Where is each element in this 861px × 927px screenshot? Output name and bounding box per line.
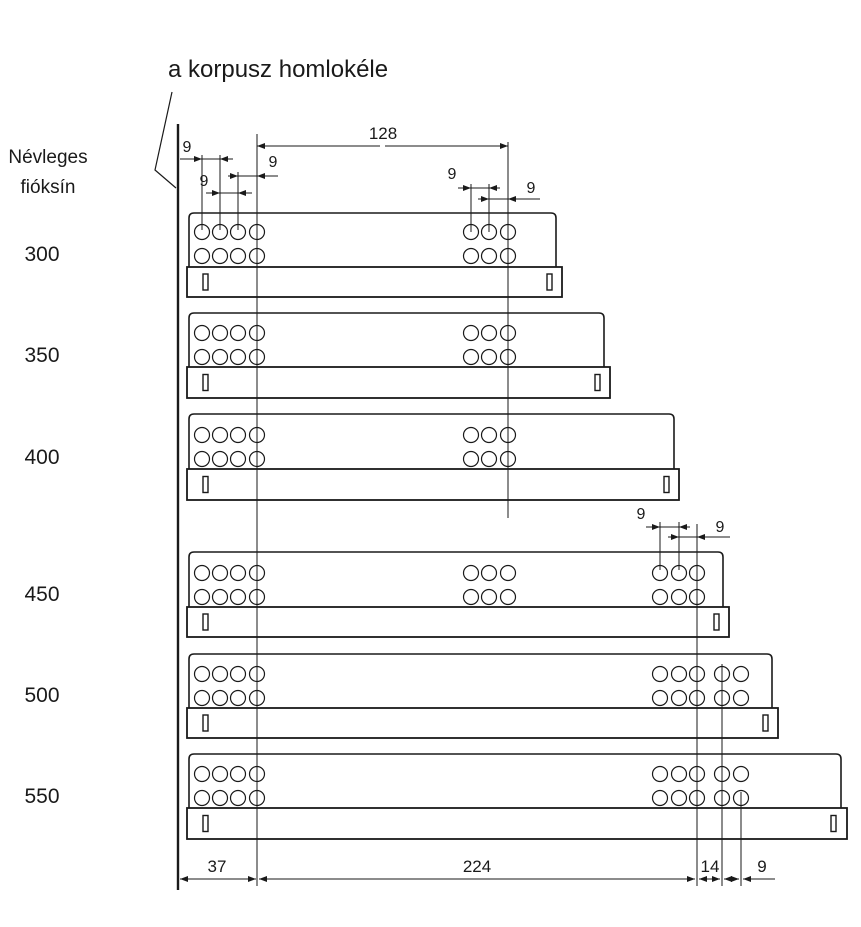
mounting-hole xyxy=(195,428,210,443)
mounting-hole xyxy=(231,566,246,581)
mounting-hole xyxy=(195,590,210,605)
mounting-hole xyxy=(653,791,668,806)
rail-slot-right xyxy=(714,614,719,630)
dim-right-9a: 9 xyxy=(636,506,646,523)
mounting-hole xyxy=(213,767,228,782)
mounting-hole xyxy=(672,691,687,706)
mounting-hole xyxy=(213,566,228,581)
mounting-hole xyxy=(195,767,210,782)
rail-slot-right xyxy=(547,274,552,290)
mounting-hole xyxy=(734,767,749,782)
mounting-hole xyxy=(672,767,687,782)
slide-300 xyxy=(187,213,562,297)
mounting-hole xyxy=(653,691,668,706)
mounting-hole xyxy=(231,249,246,264)
mounting-hole xyxy=(231,590,246,605)
mounting-hole xyxy=(195,452,210,467)
mounting-hole xyxy=(195,791,210,806)
mounting-hole xyxy=(653,590,668,605)
size-label-450: 450 xyxy=(24,583,60,606)
mounting-hole xyxy=(231,326,246,341)
slide-450 xyxy=(187,552,729,637)
mounting-hole xyxy=(501,566,516,581)
mounting-hole xyxy=(464,428,479,443)
mounting-hole xyxy=(195,249,210,264)
size-label-300: 300 xyxy=(24,243,60,266)
title-leader xyxy=(155,92,176,188)
mounting-hole xyxy=(482,566,497,581)
dim-mid-9a: 9 xyxy=(447,166,457,183)
dim-224-label: 224 xyxy=(462,857,492,876)
slide-rail xyxy=(187,367,610,398)
mounting-hole xyxy=(213,428,228,443)
mounting-hole xyxy=(482,249,497,264)
mounting-hole xyxy=(653,767,668,782)
mounting-hole xyxy=(482,452,497,467)
mounting-hole xyxy=(501,590,516,605)
middle-dimensions xyxy=(448,166,540,232)
mounting-hole xyxy=(213,350,228,365)
legend-line2: fióksín xyxy=(20,177,76,198)
legend-line1: Névleges xyxy=(8,147,88,168)
rail-slot-left xyxy=(203,715,208,731)
right-dimensions xyxy=(637,506,730,570)
mounting-hole xyxy=(213,326,228,341)
mounting-hole xyxy=(482,428,497,443)
slide-rail xyxy=(187,267,562,297)
mounting-hole xyxy=(672,590,687,605)
mounting-hole xyxy=(231,452,246,467)
rail-slot-left xyxy=(203,816,208,832)
mounting-hole xyxy=(482,590,497,605)
mounting-hole xyxy=(464,326,479,341)
dim-9-label: 9 xyxy=(757,857,767,876)
slide-body xyxy=(189,654,772,708)
slide-rail xyxy=(187,808,847,839)
mounting-hole xyxy=(464,452,479,467)
rail-slot-right xyxy=(664,477,669,493)
mounting-hole xyxy=(231,791,246,806)
mounting-hole xyxy=(464,249,479,264)
mounting-hole xyxy=(734,667,749,682)
mounting-hole xyxy=(231,350,246,365)
mounting-hole xyxy=(195,350,210,365)
slide-400 xyxy=(187,414,679,500)
top-left-dimensions xyxy=(180,139,278,230)
mounting-hole xyxy=(482,326,497,341)
rail-slot-left xyxy=(203,375,208,391)
mounting-hole xyxy=(672,791,687,806)
slide-body xyxy=(189,552,723,607)
mounting-hole xyxy=(195,566,210,581)
mounting-hole xyxy=(213,249,228,264)
dim-right-9b: 9 xyxy=(715,519,725,536)
title-label: a korpusz homlokéle xyxy=(168,56,389,83)
slide-rail xyxy=(187,708,778,738)
size-label-500: 500 xyxy=(24,684,60,707)
dim-128 xyxy=(257,124,508,146)
dim-37-label: 37 xyxy=(207,857,227,876)
mounting-hole xyxy=(231,691,246,706)
mounting-hole xyxy=(734,691,749,706)
slide-body xyxy=(189,313,604,367)
size-label-400: 400 xyxy=(24,446,60,469)
rail-slot-right xyxy=(831,816,836,832)
mounting-hole xyxy=(231,667,246,682)
mounting-hole xyxy=(672,667,687,682)
rail-slot-left xyxy=(203,477,208,493)
bottom-dimensions xyxy=(180,857,775,879)
size-label-550: 550 xyxy=(24,785,60,808)
slide-350 xyxy=(187,313,610,398)
mounting-hole xyxy=(195,667,210,682)
rail-slot-right xyxy=(595,375,600,391)
mounting-hole xyxy=(213,691,228,706)
dim-top-9c: 9 xyxy=(268,154,278,171)
mounting-hole xyxy=(464,590,479,605)
mounting-hole xyxy=(231,428,246,443)
mounting-hole xyxy=(213,452,228,467)
mounting-hole xyxy=(231,767,246,782)
slide-rail xyxy=(187,469,679,500)
mounting-holes xyxy=(195,225,749,806)
rail-slot-left xyxy=(203,274,208,290)
dim-14-label: 14 xyxy=(700,857,720,876)
dim-top-9b: 9 xyxy=(199,173,209,190)
mounting-hole xyxy=(213,590,228,605)
rail-slot-right xyxy=(763,715,768,731)
dim-128-label: 128 xyxy=(368,124,398,143)
mounting-hole xyxy=(464,566,479,581)
mounting-hole xyxy=(213,667,228,682)
rail-slot-left xyxy=(203,614,208,630)
mounting-hole xyxy=(213,791,228,806)
dim-top-9a: 9 xyxy=(182,139,192,156)
mounting-hole xyxy=(464,350,479,365)
mounting-hole xyxy=(195,326,210,341)
mounting-hole xyxy=(653,667,668,682)
mounting-hole xyxy=(482,350,497,365)
size-label-350: 350 xyxy=(24,344,60,367)
slide-rail xyxy=(187,607,729,637)
mounting-hole xyxy=(195,691,210,706)
dim-mid-9b: 9 xyxy=(526,180,536,197)
